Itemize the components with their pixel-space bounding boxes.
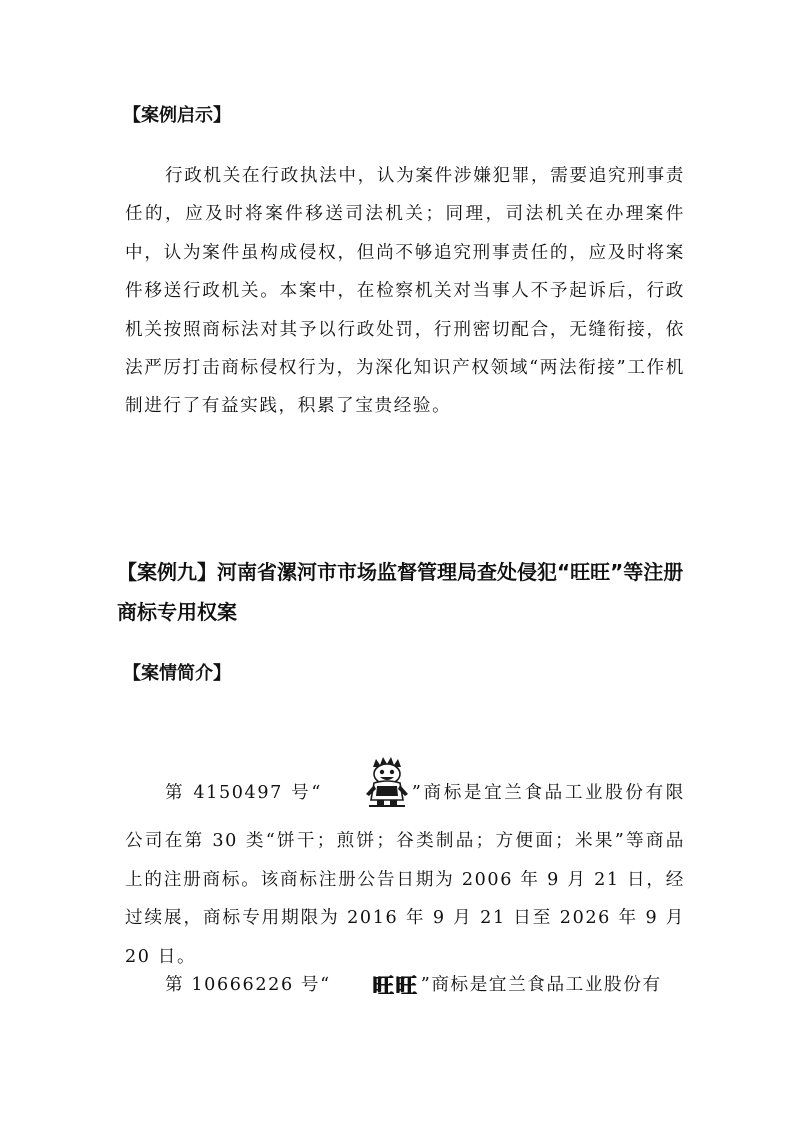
trademark-description-text: ”商标是宜兰食品工业股份有限公司在第 30 类“饼干；煎饼；谷类制品；方便面；米果”等商品上的注册商标。该商标注册公告日期为 2006 年 9 月 21 日，经过续展，商标专用期限为 2016 年 9 月 21 日至 2026 年 9 月 20 日。 — [125, 783, 685, 967]
case-summary-heading: 【案情简介】 — [123, 663, 231, 684]
enlightenment-heading: 【案例启示】 — [123, 105, 231, 126]
enlightenment-paragraph: 行政机关在行政执法中，认为案件涉嫌犯罪，需要追究刑事责任的，应及时将案件移送司法机关；同理，司法机关在办理案件中，认为案件虽构成侵权，但尚不够追究刑事责任的，应及时将案件移送行政机关。本案中，在检察机关对当事人不予起诉后，行政机关按照商标法对其予以行政处罚，行刑密切配合，无缝衔接，依法严厉打击商标侵权行为，为深化知识产权领域“两法衔接”工作机制进行了有益实践，积累了宝贵经验。 — [125, 166, 685, 417]
trademark-description-text-2: ”商标是宜兰食品工业股份有 — [420, 975, 662, 995]
case-nine-title: 【案例九】河南省漯河市市场监督管理局查处侵犯“旺旺”等注册商标专用权案 — [117, 560, 684, 624]
wangwang-wordmark: 旺旺 — [372, 974, 419, 998]
case-summary-paragraph-2 — [125, 966, 685, 1005]
trademark-number-text: 第 4150497 号“ — [165, 783, 322, 803]
wangzai-mascot-trademark-icon — [323, 754, 411, 822]
case-summary-paragraph-1 — [125, 754, 685, 976]
trademark-number-text-2: 第 10666226 号“ — [165, 975, 331, 995]
